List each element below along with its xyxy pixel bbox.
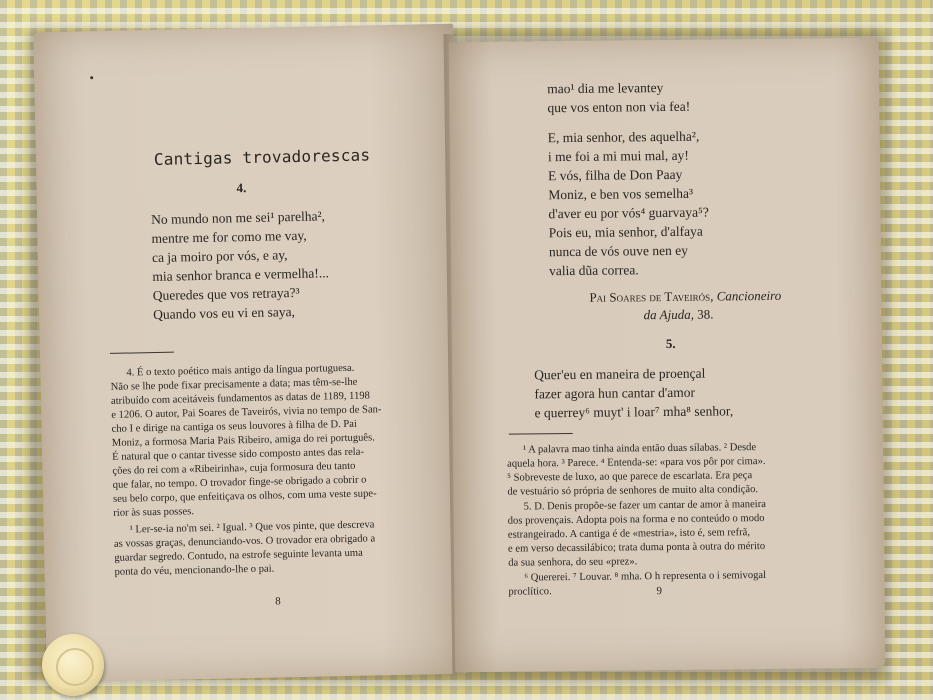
poem-number: 5. [665, 335, 676, 352]
note-line: e em verso decassilábico; trata duma ponta à outra do mérito [507, 540, 766, 555]
verse-line: que vos enton non via fea! [547, 98, 691, 116]
attribution-author: Pai Soares de Taveirós, [589, 288, 714, 305]
verse-line: Moniz, e ben vos semelha³ [548, 185, 694, 203]
verse-line: No mundo non me sei¹ parelha², [151, 208, 326, 228]
note-line: seu belo corpo, que enfeitiçava os olhos, com uma veste supe- [112, 488, 377, 505]
note-line: estrangeirado. A cantiga é de «mestria», isto é, sem refrã, [507, 527, 751, 541]
verse-line: Quer'eu en maneira de proençal [534, 365, 706, 383]
attribution-number: 38. [697, 306, 714, 322]
right-page [449, 38, 886, 672]
page-speck [90, 76, 93, 79]
verse-line: fazer agora hun cantar d'amor [534, 384, 696, 402]
verse-line: Queredes que vos retraya?³ [152, 284, 300, 304]
note-line: Moniz, a formosa Maria Pais Ribeiro, amiga do rei português. [111, 432, 375, 449]
note-line: É natural que o cantar tivesse sido composto antes das rela- [112, 446, 365, 463]
page-number: 9 [656, 585, 663, 598]
flower-icon [56, 648, 94, 686]
note-line: cho I e dirige na cantiga os seus louvores à filha de D. Pai [111, 418, 357, 435]
note-line: ⁵ Sobreveste de luxo, ao que parece de escarlata. Era peça [507, 470, 753, 484]
verse-line: Pois eu, mia senhor, d'alfaya [548, 223, 703, 241]
verse-line: Quando vos eu vi en saya, [153, 304, 296, 323]
note-line: atribuído com aceitáveis fundamentos as datas de 1189, 1198 [110, 390, 371, 407]
verse-line: d'aver eu por vós⁴ guarvaya⁵? [548, 204, 709, 222]
verse-line: ca ja moiro por vós, e ay, [151, 247, 288, 266]
note-line: ponta do véu, mencionando-lhe o pai. [114, 563, 275, 578]
attribution-source: Cancioneiro [716, 287, 782, 304]
attribution-line [589, 287, 781, 307]
footnote-rule [509, 433, 573, 435]
verse-line: mao¹ dia me levantey [547, 80, 664, 97]
section-heading: Cantigas trovadorescas [153, 145, 371, 169]
attribution-source: da Ajuda, [643, 306, 694, 323]
note-line: ções do rei com a «Ribeirinha», cuja formosura deu tanto [112, 460, 356, 477]
note-line: as vossas graças, denunciando-vos. O trovador era obrigado a [113, 533, 376, 550]
note-line: aquela hora. ³ Parece. ⁴ Entenda-se: «para vos pôr por cima». [507, 455, 766, 470]
note-line: proclítico. [508, 586, 552, 598]
verse-line: nunca de vós ouve nen ey [548, 242, 689, 260]
note-line: dos provençais. Adopta pois na forma e no conteúdo o modo [507, 512, 765, 527]
note-line: que falar, no tempo. O trovador finge-se obrigado a cobrir o [112, 474, 367, 491]
note-line: Não se lhe pode fixar precisamente a data; mas têm-se-lhe [110, 376, 358, 393]
note-line: rior às suas posses. [113, 506, 195, 519]
verse-line: mia senhor branca e vermelha!... [152, 265, 330, 285]
verse-line: mentre me for como me vay, [151, 227, 307, 247]
note-line: de vestuário só própria de senhores de muito alta condição. [507, 484, 759, 498]
note-line: 4. É o texto poético mais antigo da língua portuguesa. [126, 362, 355, 379]
note-line: da sua senhora, do seu «prez». [508, 556, 638, 569]
page-number: 8 [275, 595, 281, 608]
attribution-line [643, 306, 713, 325]
note-line: ¹ Ler-se-ia no'm sei. ² Igual. ³ Que vos pinte, que descreva [129, 519, 375, 536]
button-clip [42, 634, 104, 696]
note-line: guardar segredo. Contudo, na estrofe seguinte levanta uma [114, 547, 363, 564]
verse-line: valia dũa correa. [549, 262, 639, 279]
note-line: e 1206. O autor, Pai Soares de Taveirós, vivia no tempo de San- [111, 404, 382, 421]
poem-number: 4. [236, 180, 247, 196]
note-line: ⁶ Quererei. ⁷ Louvar. ⁸ mha. O h representa o i semivogal [524, 569, 767, 584]
verse-line: e querrey⁶ muyt' i loar⁷ mha⁸ senhor, [534, 403, 734, 421]
verse-line: E vós, filha de Don Paay [548, 166, 683, 184]
footnote-rule [110, 352, 174, 354]
left-page [33, 24, 467, 683]
note-line: ¹ A palavra mao tinha ainda então duas sílabas. ² Desde [522, 442, 757, 456]
verse-line: E, mia senhor, des aquelha², [547, 128, 700, 146]
verse-line: i me foi a mi mui mal, ay! [547, 147, 689, 165]
note-line: 5. D. Denis propõe-se fazer um cantar de amor à maneira [523, 498, 767, 513]
